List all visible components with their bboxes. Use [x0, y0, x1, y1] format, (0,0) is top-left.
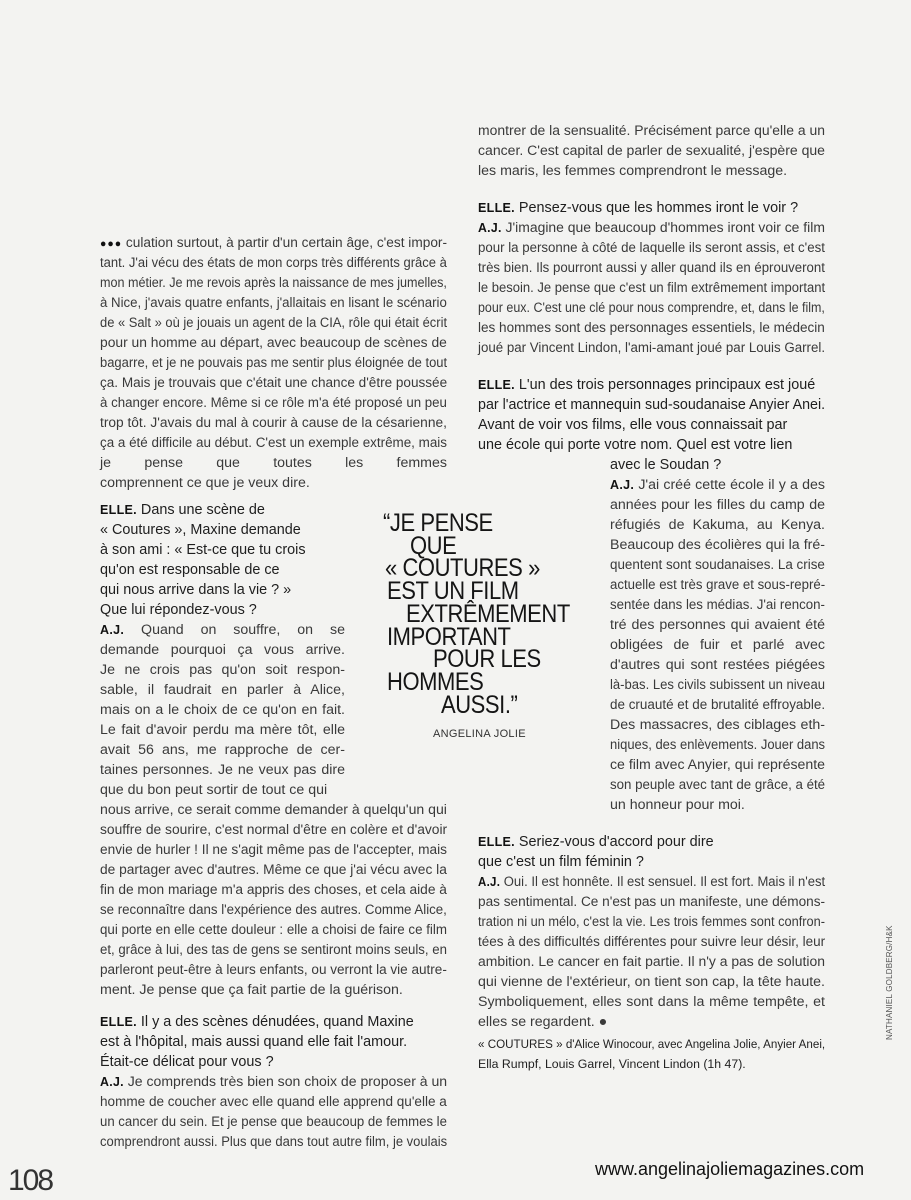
- pull-quote-line: « COUTURES »: [385, 554, 540, 583]
- text-line: réfugiés de Kakuma, au Kenya.: [610, 517, 825, 533]
- text-line: avec le Soudan ?: [610, 457, 722, 473]
- text-line: là-bas. Les civils subissent un niveau: [610, 677, 825, 693]
- text-line: fin de mon mariage m'a appris des choses, et cela aide à: [100, 882, 447, 898]
- interview-answer: [100, 233, 447, 493]
- text-line: taines personnes. Je ne veux pas dire: [100, 762, 345, 778]
- interview-question: [100, 1012, 447, 1072]
- text-line: pour un homme au départ, avec beaucoup de scènes de: [100, 335, 447, 351]
- speaker-label: A.J.: [610, 478, 635, 492]
- pull-quote-line: EXTRÊMEMENT: [406, 599, 570, 628]
- text-line: demande pourquoi ça vous arrive.: [100, 642, 345, 658]
- text-line: ELLE. L'un des trois personnages principaux est joué: [478, 377, 816, 393]
- speaker-label: ELLE.: [100, 1015, 137, 1029]
- text-line: ●●● culation surtout, à partir d'un certain âge, c'est impor-: [100, 235, 448, 251]
- pull-quote-attribution: ANGELINA JOLIE: [433, 728, 526, 740]
- text-line: par l'actrice et mannequin sud-soudanaise Anyier Anei.: [478, 397, 826, 413]
- text-line: ce film avec Anyier, qui représente: [610, 757, 825, 773]
- text-line: ça. Mais je trouvais que c'était une chance d'être poussée: [100, 375, 448, 391]
- text-line: ambition. Le cancer en fait partie. Il n'y a pas de solution: [478, 954, 825, 970]
- text-line: A.J. Quand on souffre, on se: [100, 622, 345, 638]
- text-line: montrer de la sensualité. Précisément parce qu'elle a un: [478, 123, 825, 139]
- speaker-label: ELLE.: [478, 835, 515, 849]
- speaker-label: A.J.: [100, 623, 125, 637]
- interview-question: [478, 832, 825, 872]
- text-line: les hommes sont des personnages essentiels, le médecin: [478, 320, 825, 336]
- text-line: Symboliquement, elles sont dans la même tempête, et: [478, 994, 825, 1010]
- text-line: Ella Rumpf, Louis Garrel, Vincent Lindon (1h 47).: [478, 1057, 746, 1071]
- interview-answer: [478, 121, 825, 181]
- text-line: comprennent ce que je veux dire.: [100, 475, 310, 491]
- pull-quote-line: EST UN FILM: [387, 577, 519, 606]
- text-line: homme de coucher avec elle quand elle apprend qu'elle a: [100, 1094, 447, 1110]
- text-line: ELLE. Il y a des scènes dénudées, quand Maxine: [100, 1014, 414, 1030]
- text-line: Avant de voir vos films, elle vous connaissait par: [478, 417, 788, 433]
- text-line: qui vienne de l'extérieur, on tient son cap, la tête haute.: [478, 974, 825, 990]
- interview-question: [478, 375, 825, 475]
- text-line: obligées de fuir et parlé avec: [610, 637, 825, 653]
- text-line: mon métier. Je me revois après la naissance de mes jumelles,: [100, 275, 447, 291]
- text-line: tration ni un mélo, c'est la vie. Les trois femmes sont confron-: [478, 914, 826, 930]
- text-line: de cruauté et de brutalité effroyable.: [610, 697, 826, 713]
- text-line: Le fait d'avoir perdu ma mère tôt, elle: [100, 722, 345, 738]
- text-line: Je ne crois pas qu'on soit respon-: [100, 662, 345, 678]
- text-line: le besoin. Je pense que c'est un film extrêmement important: [478, 280, 826, 296]
- text-line: comprendront aussi. Plus que dans tout autre film, je voulais: [100, 1134, 448, 1150]
- text-line: qui porte en elle cette douleur : elle a choisi de faire ce film: [100, 922, 447, 938]
- text-line: se reconnaître dans l'expérience des autres. Comme Alice,: [100, 902, 447, 918]
- speaker-label: ELLE.: [100, 503, 137, 517]
- answer-block: [100, 233, 447, 493]
- text-line: que du bon peut sortir de tout ce qui: [100, 782, 328, 798]
- text-line: niques, des enlèvements. Jouer dans: [610, 737, 826, 753]
- interview-question: [478, 198, 825, 218]
- speaker-label: A.J.: [478, 221, 502, 235]
- watermark-url: www.angelinajoliemagazines.com: [595, 1159, 865, 1179]
- text-line: que c'est un film féminin ?: [478, 854, 644, 870]
- credits-text: [478, 1034, 825, 1074]
- pull-quote-line: AUSSI.”: [441, 690, 518, 719]
- speaker-label: A.J.: [478, 875, 501, 889]
- text-line: « COUTURES » d'Alice Winocour, avec Angelina Jolie, Anyier Anei,: [478, 1037, 826, 1051]
- text-line: pour la personne à côté de laquelle ils seront assis, et c'est: [478, 240, 825, 256]
- text-line: à changer encore. Même si ce rôle m'a été proposé un peu: [100, 395, 447, 411]
- speaker-label: A.J.: [100, 1075, 124, 1089]
- text-line: tant. J'ai vécu des états de mon corps très différents grâce à: [100, 255, 447, 271]
- pull-quote-line: QUE: [410, 531, 457, 560]
- text-line: les maris, les femmes comprendront le message.: [478, 163, 788, 179]
- photo-credit: NATHANIEL GOLDBERG/H&K: [885, 925, 894, 1040]
- text-line: qu'on est responsable de ce: [100, 562, 280, 578]
- text-line: très bien. Ils pourront aussi y aller quand ils en éprouveront: [478, 260, 825, 276]
- text-line: mais on a le choix de ce qu'on en fait.: [100, 702, 345, 718]
- text-line: sentée dans les médias. J'ai rencon-: [610, 597, 825, 613]
- continuation-bullets-icon: ●●●: [100, 238, 123, 250]
- qa-block: [478, 198, 825, 358]
- text-line: ELLE. Pensez-vous que les hommes iront le voir ?: [478, 200, 799, 216]
- text-line: pas sentimental. Ce n'est pas un manifeste, une démons-: [478, 894, 826, 910]
- text-line: ELLE. Seriez-vous d'accord pour dire: [478, 834, 714, 850]
- text-line: qui nous arrive dans la vie ? »: [100, 582, 292, 598]
- text-line: tré des personnes qui avaient été: [610, 617, 825, 633]
- text-line: souffre de sourire, c'est normal d'être en colère et d'avoir: [100, 822, 448, 838]
- text-line: ELLE. Dans une scène de: [100, 502, 265, 518]
- text-line: son peuple avec tant de grâce, a été: [610, 777, 826, 793]
- text-line: envie de hurler ! Il ne s'agit même pas de l'accepter, mais: [100, 842, 447, 858]
- text-line: cancer. C'est capital de parler de sexualité, j'espère que: [478, 143, 825, 159]
- text-line: sable, il faudrait en parler à Alice,: [100, 682, 345, 698]
- text-line: Des massacres, des ciblages eth-: [610, 717, 825, 733]
- text-line: de « Salt » où je jouais un agent de la CIA, rôle qui était écrit: [100, 315, 448, 331]
- text-line: Était-ce délicat pour vous ?: [100, 1054, 274, 1070]
- text-line: « Coutures », Maxine demande: [100, 522, 301, 538]
- text-line: ça a été difficile au début. C'est un exemple extrême, mais: [100, 435, 447, 451]
- text-line: un cancer du sein. Et je pense que beaucoup de femmes le: [100, 1114, 447, 1130]
- pull-quote: [360, 509, 570, 719]
- interview-answer: [478, 872, 825, 1032]
- text-line: nous arrive, ce serait comme demander à quelqu'un qui: [100, 802, 447, 818]
- text-line: joué par Vincent Lindon, l'ami-amant joué par Louis Garrel.: [478, 340, 826, 356]
- text-line: à Nice, j'avais quatre enfants, j'allaitais en lisant le scénario: [100, 295, 447, 311]
- text-line: pour eux. C'est une clé pour nous comprendre, et, dans le film,: [478, 300, 825, 316]
- text-line: A.J. J'ai créé cette école il y a des: [610, 477, 825, 493]
- text-line: Que lui répondez-vous ?: [100, 602, 257, 618]
- text-line: avait 56 ans, me rapproche de cer-: [100, 742, 345, 758]
- text-line: trop tôt. J'avais du mal à courir à cause de la césarienne,: [100, 415, 447, 431]
- pull-quote-line: POUR LES: [433, 645, 541, 674]
- text-line: elles se regardent. ●: [478, 1014, 608, 1030]
- text-line: à son ami : « Est-ce que tu crois: [100, 542, 306, 558]
- text-line: Beaucoup des écolières qui la fré-: [610, 537, 825, 553]
- pull-quote-line: “JE PENSE: [383, 509, 493, 537]
- text-line: A.J. Oui. Il est honnête. Il est sensuel. Il est fort. Mais il n'est: [478, 874, 826, 890]
- text-line: années pour les filles du camp de: [610, 497, 825, 513]
- interview-answer: [478, 218, 825, 358]
- pull-quote-line: IMPORTANT: [387, 622, 511, 651]
- text-line: une école qui porte votre nom. Quel est votre lien: [478, 437, 793, 453]
- text-line: parleront peut-être à leurs enfants, ou verront la vie autre-: [100, 962, 447, 978]
- text-line: quentent sont soudanaises. La crise: [610, 557, 825, 573]
- interview-answer: [100, 1072, 447, 1152]
- speaker-label: ELLE.: [478, 378, 515, 392]
- text-line: A.J. Je comprends très bien son choix de proposer à un: [100, 1074, 448, 1090]
- qa-block: [100, 1012, 447, 1152]
- answer-block: [478, 121, 825, 181]
- text-line: et, grâce à lui, des tas de gens se sentiront moins seuls, en: [100, 942, 447, 958]
- text-line: bagarre, et je ne pouvais pas me sentir plus éloignée de tout: [100, 355, 448, 371]
- text-line: est à l'hôpital, mais aussi quand elle fait l'amour.: [100, 1034, 408, 1050]
- text-line: de partager avec d'autres. Même ce que j'ai vécu avec la: [100, 862, 447, 878]
- text-line: ment. Je pense que ça fait partie de la guérison.: [100, 982, 403, 998]
- text-line: A.J. J'imagine que beaucoup d'hommes iront voir ce film: [478, 220, 825, 236]
- text-line: actuelle est très grave et sous-repré-: [610, 577, 826, 593]
- pull-quote-line: HOMMES: [387, 667, 484, 696]
- speaker-label: ELLE.: [478, 201, 515, 215]
- text-line: tées à des difficultés différentes pour suivre leur désir, leur: [478, 934, 826, 950]
- qa-block: [478, 832, 825, 1074]
- page-number: 108: [8, 1164, 53, 1197]
- text-line: d'autres qui sont restées piégées: [610, 657, 825, 673]
- text-line: un honneur pour moi.: [610, 797, 745, 813]
- text-line: je pense que toutes les femmes: [100, 455, 447, 471]
